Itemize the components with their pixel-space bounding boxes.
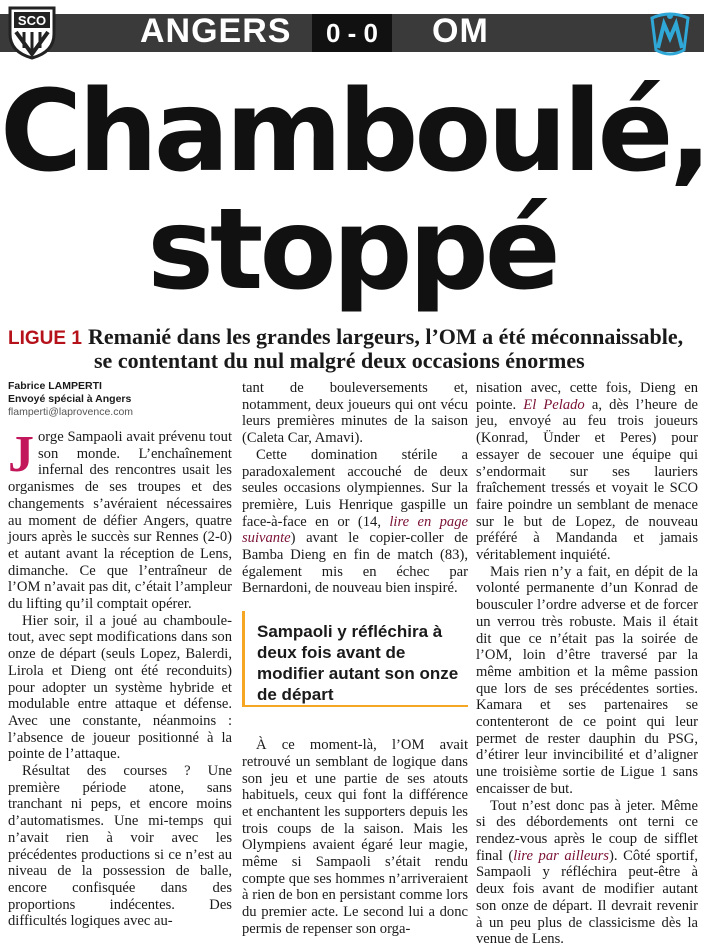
- pull-quote: Sampaoli y réfléchira à deux fois avant de modifier autant son onze de départ: [242, 611, 468, 707]
- paragraph: [476, 798, 698, 948]
- home-team-name: ANGERS: [140, 12, 292, 50]
- deck-line-2: se contentant du nul malgré deux occasions énormes: [94, 348, 585, 373]
- paragraph: Hier soir, il a joué au chamboule-tout, avec sept modifications dans son onze de départ (seuls Lopez, Balerdi, Lirola et Dieng ont été reconduits) pour adopter un système hybride et modulable entre attaque et défense. Avec une constante, néanmoins : l’absence de joueur positionné à la pointe de l’attaque.: [8, 612, 232, 763]
- paragraph-text: a, dès l’heure de jeu, envoyé au feu trois joueurs (Konrad, Ünder et Peres) pour essayer de secouer une équipe qui s’endormait sur ses lauriers fraîchement tressés et voyait le SCO faire poindre un semblant de menace sur le but de Lopez, de nouveau préféré à Mandanda et jamais véritablement inquiété.: [476, 396, 698, 564]
- paragraph: [242, 447, 468, 597]
- article-column-3: [476, 380, 698, 948]
- byline-author: Fabrice LAMPERTI: [8, 380, 102, 392]
- article-column-1: [8, 380, 232, 930]
- paragraph: [476, 380, 698, 564]
- away-team-name: OM: [432, 12, 489, 50]
- om-crest-icon: [644, 8, 696, 60]
- paragraph-text: Cette domination stérile a paradoxalement accouché de deux seules occasions olympiennes. Sur la première, Luis Henrique gaspille un face-à-face en or (14,: [242, 446, 468, 530]
- headline: [0, 62, 708, 315]
- paragraph-text: nisation avec, cette fois, Dieng en pointe.: [476, 380, 698, 413]
- score-bar: [0, 0, 704, 62]
- headline-line-2: stoppé: [147, 185, 557, 315]
- paragraph: Résultat des courses ? Une première période atone, sans tranchant ni peps, et encore moins d’automatismes. Une mi-temps qui n’avait rien à voir avec les précédentes productions si ce n’est au niveau de la possession de balle, encore confisquée dans des proportions indécentes. Des difficultés logiques avec au-: [8, 763, 232, 930]
- deck: [0, 324, 704, 372]
- article-column-2: [242, 380, 468, 938]
- deck-line-1: Remanié dans les grandes largeurs, l’OM a été méconnaissable,: [88, 324, 684, 349]
- paragraph: Mais rien n’y a fait, en dépit de la volonté permanente d’un Konrad de bousculer l’ordre adverse et de forcer un verrou très robuste. Mais il était dit que ce n’était pas la soirée de l’OM, loin d’être traversé par la même ambition et la même passion que lors de ses précédentes sorties. Kamara et ses partenaires se contenteront de ce point qui leur permet de rester dauphin du PSG, d’étirer leur invincibilité et d’aligner une troisième sortie de Ligue 1 sans encaisser de but.: [476, 563, 698, 797]
- paragraph: À ce moment-là, l’OM avait retrouvé un semblant de logique dans son jeu et une partie de ses atouts habituels, ceux qui font la différence et enchantent les supporters depuis les trois coups de la saison. Mais les Olympiens avaient égaré leur magie, même si Sampaoli s’était rendu compte que ses hommes n’arriveraient à rien de bon en persistant comme lors du premier acte. Le second lui a donc permis de repenser son orga-: [242, 737, 468, 937]
- byline-email: flamperti@laprovence.com: [8, 406, 134, 418]
- byline: [8, 380, 232, 419]
- paragraph: [8, 426, 232, 613]
- score-value: 0 - 0: [312, 14, 392, 52]
- angers-sco-crest-icon: [6, 4, 58, 60]
- section-kicker: LIGUE 1: [8, 328, 82, 349]
- paragraph-text: Tout n’est donc pas à jeter. Même si des débordements ont terni ce rendez-vous après le coup de sifflet final (: [476, 797, 698, 864]
- cross-reference: lire en page suivante: [242, 513, 468, 547]
- sco-logo-text: SCO: [17, 13, 47, 28]
- paragraph-text: orge Sampaoli avait prévenu tout son monde. L’enchaînement infernal des rencontres usait les organismes de ses troupes et des changements s’avéraient nécessaires au moment de défier Angers, quatre jours après le succès sur Rennes (2-0) et autant avant la réception de Lens, dimanche. Ce que l’entraîneur de l’OM n’avait pas dit, c’était l’ampleur du lifting qu’il comptait opérer.: [8, 429, 232, 613]
- cross-reference: lire par ailleurs: [513, 847, 609, 864]
- headline-line-1: Chamboulé,: [0, 67, 708, 197]
- paragraph: tant de bouleversements et, notamment, deux joueurs qui ont vécu leurs premières minutes de la saison (Caleta Car, Amavi).: [242, 380, 468, 447]
- drop-cap: J: [8, 426, 34, 483]
- paragraph-text: ). Côté sportif, Sampaoli y réfléchira peut-être à deux fois avant de modifier autant son onze de départ. Il devrait revenir à un peu plus de classicisme dès la venue de Lens.: [476, 847, 698, 948]
- nickname: El Pelado: [523, 396, 585, 413]
- paragraph-text: ) avant le copier-coller de Bamba Dieng en fin de match (83), également mis en échec par Bernardoni, de nouveau bien inspiré.: [242, 530, 468, 597]
- byline-role: Envoyé spécial à Angers: [8, 393, 132, 405]
